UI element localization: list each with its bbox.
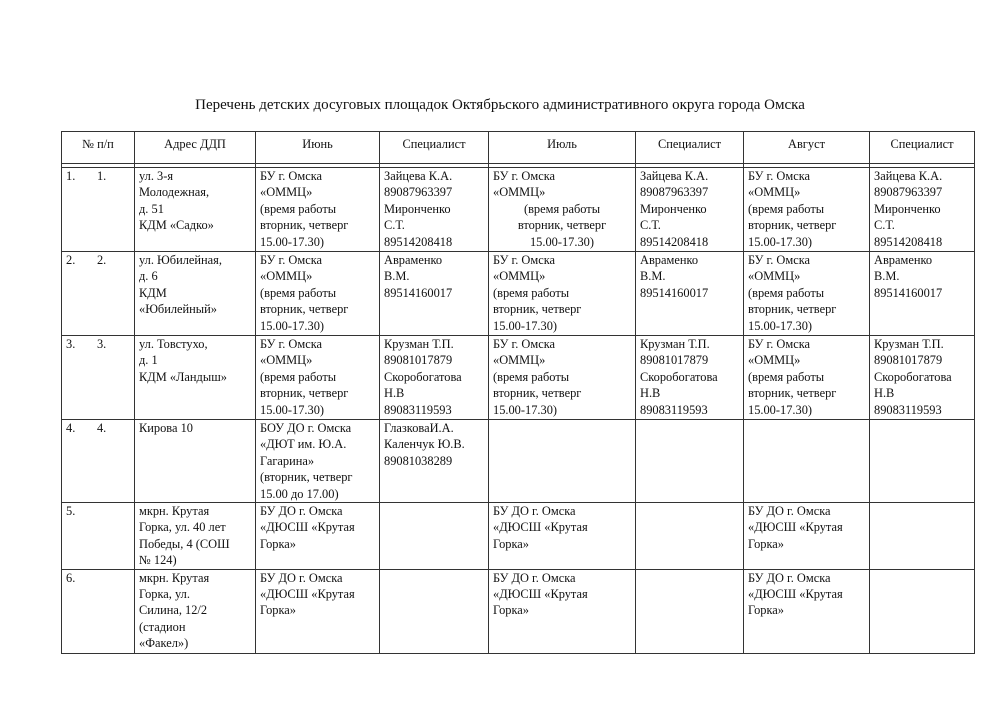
cell-line: «ДЮСШ «Крутая: [493, 587, 588, 602]
august-specialist-cell: [870, 569, 975, 653]
cell-line: В.М.: [640, 269, 666, 284]
cell-line: 89514160017: [640, 285, 709, 300]
cell-line: Горка»: [260, 603, 296, 618]
june-specialist-cell: [380, 336, 489, 420]
header-july: Июль: [489, 132, 636, 164]
august-cell: [744, 252, 870, 336]
august-cell: [744, 420, 870, 503]
number-cell: 6.: [62, 569, 135, 653]
july-cell: [489, 503, 636, 570]
number-cell: 4. 4.: [62, 420, 135, 503]
cell-line: Н.В: [640, 386, 661, 401]
july-cell: [489, 336, 636, 420]
august-specialist-cell: [870, 252, 975, 336]
number-cell: 1. 1.: [62, 168, 135, 252]
cell-line: Авраменко: [640, 253, 699, 267]
august-specialist-cell: [870, 503, 975, 570]
cell-line: 15.00-17.30): [493, 402, 558, 417]
cell-line: «ДЮСШ «Крутая: [493, 520, 588, 535]
cell-line: С.Т.: [384, 218, 405, 233]
table-row: [62, 420, 975, 503]
cell-line: «ОММЦ»: [260, 185, 313, 200]
header-august: Август: [744, 132, 870, 164]
cell-line: БУ ДО г. Омска: [260, 570, 343, 585]
cell-line: (время работы: [260, 201, 337, 216]
cell-line: «ОММЦ»: [260, 269, 313, 284]
july-cell: [489, 252, 636, 336]
cell-line: (время работы: [748, 201, 825, 216]
june-specialist-cell: [380, 168, 489, 252]
address-cell: [135, 420, 256, 503]
cell-line: Крузман Т.П.: [640, 337, 710, 351]
cell-line: д. 51: [139, 201, 164, 216]
june-specialist-cell: [380, 252, 489, 336]
cell-line: 89087963397: [874, 185, 943, 200]
cell-line: (вторник, четверг: [260, 470, 353, 485]
cell-line: (время работы: [523, 201, 601, 216]
cell-line: БОУ ДО г. Омска: [260, 421, 352, 435]
cell-line: 15.00-17.30): [529, 234, 594, 249]
cell-line: вторник, четверг: [748, 302, 837, 317]
july-cell: [489, 420, 636, 503]
cell-line: 89087963397: [384, 185, 453, 200]
number-cell: 2. 2.: [62, 252, 135, 336]
cell-line: Мирончeнко: [384, 201, 451, 216]
header-june-specialist: Специалист: [380, 132, 489, 164]
june-specialist-cell: [380, 569, 489, 653]
cell-line: мкрн. Крутая: [139, 570, 210, 585]
cell-line: БУ ДО г. Омска: [260, 504, 343, 519]
august-specialist-cell: [870, 420, 975, 503]
cell-line: КДМ: [139, 285, 167, 300]
cell-line: БУ г. Омска: [493, 169, 556, 183]
cell-line: 15.00-17.30): [748, 234, 813, 249]
cell-line: «ДЮСШ «Крутая: [260, 520, 355, 535]
page-title: Перечень детских досуговых площадок Октябрьского административного округа города Омска: [195, 97, 805, 113]
july-specialist-cell: [636, 420, 744, 503]
cell-line: № 124): [139, 553, 177, 568]
cell-line: 89514208418: [874, 234, 943, 249]
june-specialist-cell: [380, 420, 489, 503]
cell-line: Горка, ул.: [139, 587, 190, 602]
cell-line: БУ г. Омска: [748, 169, 811, 183]
cell-line: Горка»: [493, 603, 529, 618]
cell-line: ГлазковаИ.А.: [384, 421, 454, 435]
cell-line: Молодежная,: [139, 185, 210, 200]
cell-line: Горка, ул. 40 лет: [139, 520, 226, 535]
cell-line: мкрн. Крутая: [139, 504, 210, 519]
cell-line: «ОММЦ»: [493, 353, 546, 368]
cell-line: 89514160017: [874, 285, 943, 300]
cell-line: «Факел»): [139, 636, 189, 651]
cell-line: 89083119593: [874, 402, 942, 417]
june-cell: [256, 420, 380, 503]
june-cell: [256, 336, 380, 420]
cell-line: вторник, четверг: [260, 386, 349, 401]
cell-line: вторник, четверг: [748, 218, 837, 233]
july-specialist-cell: [636, 336, 744, 420]
cell-line: БУ ДО г. Омска: [748, 570, 831, 585]
july-specialist-cell: [636, 503, 744, 570]
cell-line: 89081038289: [384, 453, 453, 468]
cell-line: Горка»: [748, 536, 784, 551]
june-cell: [256, 569, 380, 653]
cell-line: 89087963397: [640, 185, 709, 200]
cell-line: д. 6: [139, 269, 158, 284]
cell-line: С.Т.: [874, 218, 895, 233]
july-cell: [489, 168, 636, 252]
cell-line: «ОММЦ»: [748, 185, 801, 200]
cell-line: (время работы: [493, 285, 570, 300]
cell-line: Зайцева К.А.: [384, 169, 453, 183]
cell-line: КДМ «Садко»: [139, 218, 214, 233]
cell-line: ул. 3-я: [139, 169, 174, 183]
cell-line: Победы, 4 (СОШ: [139, 536, 230, 551]
cell-line: Скоробогатова: [874, 369, 952, 384]
cell-line: Горка»: [493, 536, 529, 551]
august-cell: [744, 503, 870, 570]
table-header-row: [62, 132, 975, 164]
cell-line: «ДЮСШ «Крутая: [260, 587, 355, 602]
august-specialist-cell: [870, 336, 975, 420]
cell-line: 89081017879: [640, 353, 709, 368]
cell-line: 89083119593: [640, 402, 708, 417]
june-specialist-cell: [380, 503, 489, 570]
header-number: № п/п: [62, 132, 135, 164]
cell-line: БУ г. Омска: [748, 337, 811, 351]
august-cell: [744, 168, 870, 252]
august-specialist-cell: [870, 168, 975, 252]
cell-line: (время работы: [260, 285, 337, 300]
july-cell: [489, 569, 636, 653]
cell-line: ул. Юбилейная,: [139, 253, 222, 267]
june-cell: [256, 503, 380, 570]
address-cell: [135, 569, 256, 653]
cell-line: БУ г. Омска: [493, 253, 556, 267]
cell-line: КДМ «Ландыш»: [139, 369, 227, 384]
cell-line: (время работы: [493, 369, 570, 384]
cell-line: Каленчук Ю.В.: [384, 437, 465, 452]
cell-line: 15.00-17.30): [493, 318, 558, 333]
cell-line: 15.00 до 17.00): [260, 486, 339, 501]
number-cell: 5.: [62, 503, 135, 570]
cell-line: БУ ДО г. Омска: [493, 504, 576, 519]
cell-line: вторник, четверг: [260, 218, 349, 233]
cell-line: Кирова 10: [139, 421, 193, 435]
cell-line: (время работы: [260, 369, 337, 384]
cell-line: Крузман Т.П.: [874, 337, 944, 351]
cell-line: вторник, четверг: [748, 386, 837, 401]
cell-line: Мирончeнко: [640, 201, 707, 216]
cell-line: Горка»: [260, 536, 296, 551]
cell-line: Крузман Т.П.: [384, 337, 454, 351]
cell-line: вторник, четверг: [260, 302, 349, 317]
cell-line: вторник, четверг: [517, 218, 607, 233]
cell-line: 15.00-17.30): [748, 318, 813, 333]
cell-line: Н.В: [874, 386, 895, 401]
cell-line: 15.00-17.30): [260, 318, 325, 333]
cell-line: 89083119593: [384, 402, 452, 417]
cell-line: В.М.: [874, 269, 900, 284]
cell-line: Н.В: [384, 386, 405, 401]
cell-line: «ДЮТ им. Ю.А.: [260, 437, 347, 452]
cell-line: «Юбилейный»: [139, 302, 217, 317]
number-cell: 3. 3.: [62, 336, 135, 420]
cell-line: «ОММЦ»: [748, 353, 801, 368]
cell-line: д. 1: [139, 353, 158, 368]
cell-line: «ДЮСШ «Крутая: [748, 520, 843, 535]
cell-line: 15.00-17.30): [748, 402, 813, 417]
cell-line: 89514160017: [384, 285, 453, 300]
address-cell: [135, 252, 256, 336]
august-cell: [744, 569, 870, 653]
july-specialist-cell: [636, 252, 744, 336]
june-cell: [256, 252, 380, 336]
cell-line: 89081017879: [874, 353, 943, 368]
cell-line: Скоробогатова: [640, 369, 718, 384]
cell-line: «ОММЦ»: [260, 353, 313, 368]
table-row: [62, 252, 975, 336]
cell-line: В.М.: [384, 269, 410, 284]
cell-line: 89081017879: [384, 353, 453, 368]
june-cell: [256, 168, 380, 252]
table-row: [62, 336, 975, 420]
july-specialist-cell: [636, 569, 744, 653]
cell-line: 89514208418: [384, 234, 453, 249]
cell-line: (время работы: [748, 285, 825, 300]
cell-line: ул. Товстухо,: [139, 337, 208, 351]
cell-line: Авраменко: [384, 253, 443, 267]
cell-line: вторник, четверг: [493, 386, 582, 401]
cell-line: 89514208418: [640, 234, 709, 249]
cell-line: «ДЮСШ «Крутая: [748, 587, 843, 602]
cell-line: Скоробогатова: [384, 369, 462, 384]
address-cell: [135, 168, 256, 252]
cell-line: 15.00-17.30): [260, 402, 325, 417]
cell-line: БУ г. Омска: [260, 337, 323, 351]
address-cell: [135, 336, 256, 420]
header-august-specialist: Специалист: [870, 132, 975, 164]
cell-line: БУ г. Омска: [260, 169, 323, 183]
july-specialist-cell: [636, 168, 744, 252]
header-june: Июнь: [256, 132, 380, 164]
cell-line: «ОММЦ»: [493, 185, 546, 200]
cell-line: вторник, четверг: [493, 302, 582, 317]
cell-line: Горка»: [748, 603, 784, 618]
cell-line: (стадион: [139, 619, 186, 634]
cell-line: (время работы: [748, 369, 825, 384]
cell-line: С.Т.: [640, 218, 661, 233]
playgrounds-table: [61, 131, 975, 654]
cell-line: Зайцева К.А.: [874, 169, 943, 183]
cell-line: Авраменко: [874, 253, 933, 267]
table-row: [62, 168, 975, 252]
cell-line: Зайцева К.А.: [640, 169, 709, 183]
cell-line: Силина, 12/2: [139, 603, 208, 618]
cell-line: БУ ДО г. Омска: [493, 570, 576, 585]
cell-line: БУ г. Омска: [493, 337, 556, 351]
cell-line: БУ ДО г. Омска: [748, 504, 831, 519]
cell-line: «ОММЦ»: [493, 269, 546, 284]
cell-line: «ОММЦ»: [748, 269, 801, 284]
cell-line: Гагарина»: [260, 453, 315, 468]
header-address: Адрес ДДП: [135, 132, 256, 164]
cell-line: Мирончeнко: [874, 201, 941, 216]
cell-line: БУ г. Омска: [260, 253, 323, 267]
cell-line: 15.00-17.30): [260, 234, 325, 249]
august-cell: [744, 336, 870, 420]
table-row: [62, 569, 975, 653]
header-july-specialist: Специалист: [636, 132, 744, 164]
cell-line: БУ г. Омска: [748, 253, 811, 267]
table-row: [62, 503, 975, 570]
address-cell: [135, 503, 256, 570]
